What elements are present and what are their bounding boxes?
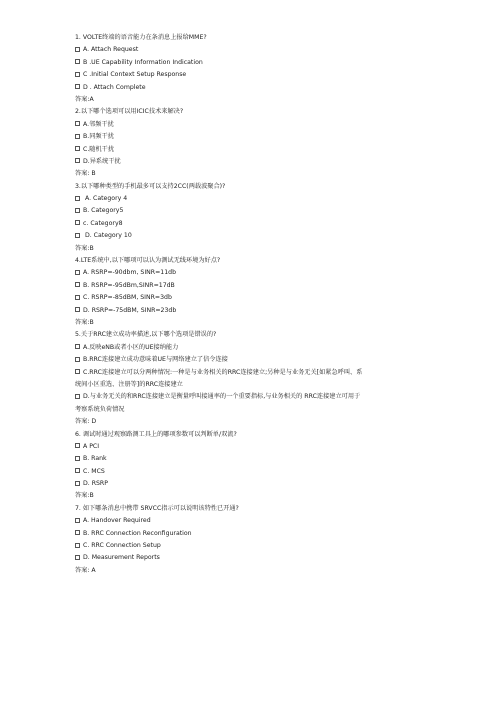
option-3a: A. Category 4 — [75, 193, 455, 205]
checkbox-icon[interactable] — [75, 468, 80, 473]
checkbox-icon[interactable] — [75, 47, 80, 52]
question-1: 1. VOLTE终端的语音能力在条消息上报给MME? — [75, 34, 207, 41]
checkbox-icon[interactable] — [75, 543, 80, 548]
checkbox-icon[interactable] — [75, 196, 80, 201]
option-6c: C. MCS — [75, 466, 455, 478]
option-7d: D. Measurement Reports — [75, 552, 455, 564]
option-1b: B .UE Capability Information Indication — [75, 57, 455, 69]
checkbox-icon[interactable] — [75, 369, 80, 374]
option-4a: A. RSRP=-90dbm, SINR=11db — [75, 267, 455, 279]
question-list — [75, 32, 455, 577]
option-7a: A. Handover Required — [75, 515, 455, 527]
answer-6: 答案:B — [75, 492, 94, 500]
question-7: 7. 如下哪条消息中携带 SRVCC指示可以说明该特性已开通? — [75, 504, 239, 512]
option-5c-continuation: 统间小区重选、注册等]的RRC连接建立 — [75, 380, 183, 388]
checkbox-icon[interactable] — [75, 295, 80, 300]
option-6a: A PCI — [75, 441, 455, 453]
checkbox-icon[interactable] — [75, 357, 80, 362]
option-6d: D. RSRP — [75, 478, 455, 490]
option-1a: A. Attach Request — [75, 44, 455, 56]
option-5a: A.反映eNB或者小区的UE接纳能力 — [75, 342, 455, 354]
option-4d: D. RSRP=-75dBM, SINR=23db — [75, 305, 455, 317]
checkbox-icon[interactable] — [75, 394, 80, 399]
answer-7: 答案: A — [75, 566, 96, 574]
option-3c: c. Category8 — [75, 218, 455, 230]
option-3b: B. Category5 — [75, 205, 455, 217]
checkbox-icon[interactable] — [75, 220, 80, 225]
option-2a: A.邻频干扰 — [75, 119, 455, 131]
option-2d: D.异系统干扰 — [75, 156, 455, 168]
option-2b: B.同频干扰 — [75, 131, 455, 143]
question-2: 2.以下哪个选项可以用ICIC技术来解决? — [75, 108, 184, 116]
checkbox-icon[interactable] — [75, 344, 80, 349]
checkbox-icon[interactable] — [75, 233, 80, 238]
answer-2: 答案: B — [75, 170, 96, 178]
answer-3: 答案:B — [75, 244, 94, 252]
checkbox-icon[interactable] — [75, 72, 80, 77]
option-4b: B. RSRP=-95dBm,SINR=17dB — [75, 280, 455, 292]
option-2c: C.随机干扰 — [75, 144, 455, 156]
question-5: 5.关于RRC建立成功率描述,以下哪个选项是错误的? — [75, 331, 217, 339]
checkbox-icon[interactable] — [75, 208, 80, 213]
question-6: 6. 调试时通过观察路测工具上的哪项参数可以判断单/双流? — [75, 430, 237, 438]
checkbox-icon[interactable] — [75, 59, 80, 64]
checkbox-icon[interactable] — [75, 307, 80, 312]
option-5d-continuation: 考察系统负荷情况 — [75, 405, 125, 413]
checkbox-icon[interactable] — [75, 443, 80, 448]
checkbox-icon[interactable] — [75, 456, 80, 461]
option-5d: D.与业务无关的和RRC连接建立是衡量呼叫接通率的一个重要指标,与业务相关的 RRC连接建立可用于 — [75, 391, 455, 403]
checkbox-icon[interactable] — [75, 282, 80, 287]
option-7b: B. RRC Connection Reconfiguration — [75, 528, 455, 540]
option-6b: B. Rank — [75, 453, 455, 465]
answer-5: 答案: D — [75, 418, 97, 426]
option-7c: C. RRC Connection Setup — [75, 540, 455, 552]
checkbox-icon[interactable] — [75, 530, 80, 535]
option-5b: B.RRC连接建立成功意味着UE与网络建立了信令连接 — [75, 354, 455, 366]
checkbox-icon[interactable] — [75, 555, 80, 560]
option-5c: C.RRC连接建立可以分两种情况:一种是与业务相关的RRC连接建立;另种是与业务无关[如紧急呼叫、系 — [75, 367, 455, 379]
question-3: 3.以下哪种类型的手机最多可以支持2CC(两载波聚合)? — [75, 182, 226, 190]
checkbox-icon[interactable] — [75, 270, 80, 275]
option-1c: C .Initial Context Setup Response — [75, 69, 455, 81]
checkbox-icon[interactable] — [75, 84, 80, 89]
answer-4: 答案:B — [75, 318, 94, 326]
checkbox-icon[interactable] — [75, 481, 80, 486]
option-3d: D. Category 10 — [75, 230, 455, 242]
checkbox-icon[interactable] — [75, 134, 80, 139]
option-1d: D . Attach Complete — [75, 82, 455, 94]
option-4c: C. RSRP=-85dBM, SINR=3db — [75, 292, 455, 304]
checkbox-icon[interactable] — [75, 146, 80, 151]
answer-1: 答案:A — [75, 95, 94, 103]
checkbox-icon[interactable] — [75, 518, 80, 523]
checkbox-icon[interactable] — [75, 158, 80, 163]
question-4: 4.LTE系统中,以下哪项可以认为测试无线环境为好点? — [75, 257, 221, 265]
checkbox-icon[interactable] — [75, 121, 80, 126]
